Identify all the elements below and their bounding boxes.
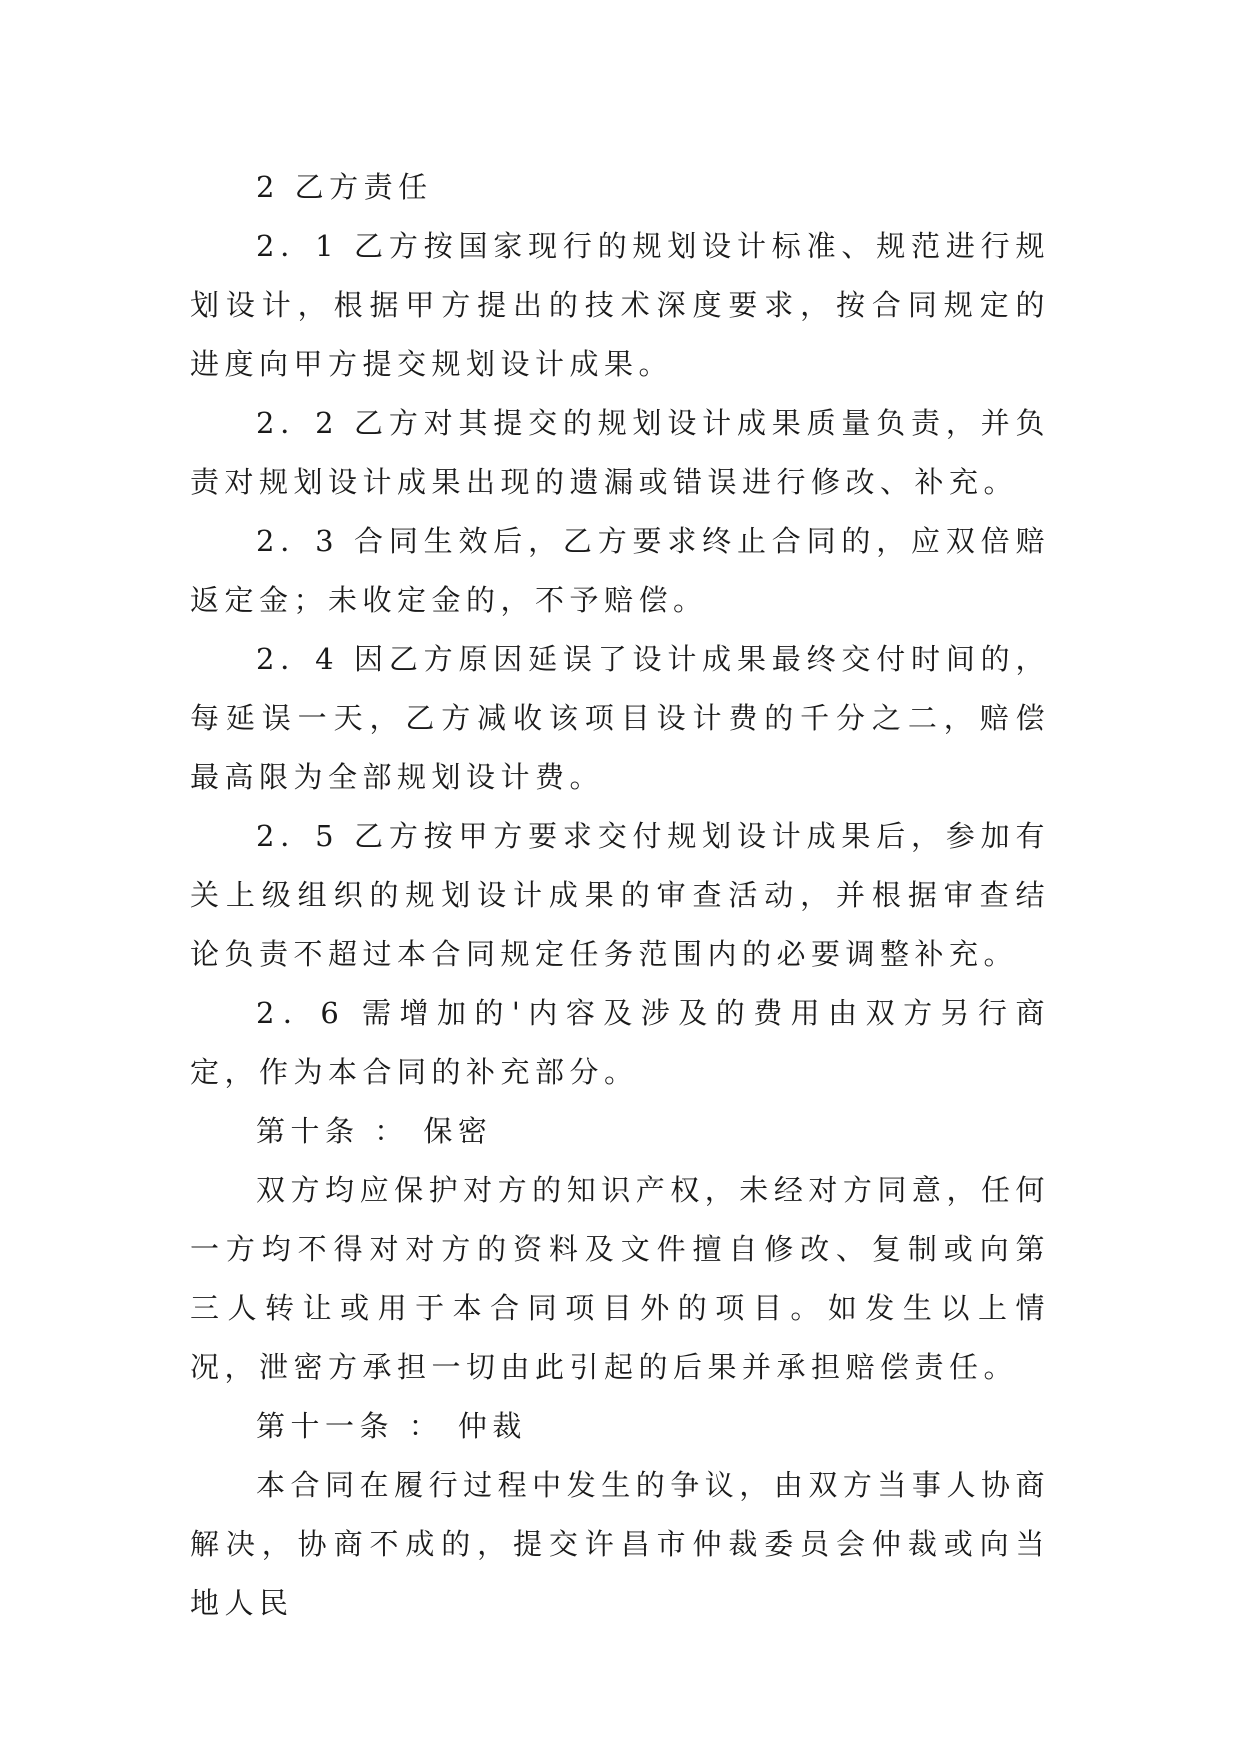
document-body — [190, 158, 1050, 1633]
clause-2-6: 2．6 需增加的'内容及涉及的费用由双方另行商定，作为本合同的补充部分。 — [190, 996, 1050, 1089]
section-heading-party-b-responsibilities: 2 乙方责任 — [256, 170, 433, 204]
clause-2-2: 2．2 乙方对其提交的规划设计成果质量负责，并负责对规划设计成果出现的遗漏或错误进行修改、补充。 — [190, 406, 1050, 499]
clause-2-3: 2．3 合同生效后，乙方要求终止合同的，应双倍赔返定金；未收定金的，不予赔偿。 — [190, 524, 1050, 617]
article-11-body: 本合同在履行过程中发生的争议，由双方当事人协商解决，协商不成的，提交许昌市仲裁委员会仲裁或向当地人民 — [190, 1468, 1050, 1620]
clause-2-4: 2．4 因乙方原因延误了设计成果最终交付时间的，每延误一天，乙方减收该项目设计费的千分之二，赔偿最高限为全部规划设计费。 — [190, 642, 1050, 794]
article-11-heading: 第十一条 ： 仲裁 — [256, 1409, 527, 1443]
clause-2-5: 2．5 乙方按甲方要求交付规划设计成果后，参加有关上级组织的规划设计成果的审查活动，并根据审查结论负责不超过本合同规定任务范围内的必要调整补充。 — [190, 819, 1050, 971]
article-10-heading: 第十条 ： 保密 — [256, 1114, 493, 1148]
article-10-body: 双方均应保护对方的知识产权，未经对方同意，任何一方均不得对对方的资料及文件擅自修改、复制或向第三人转让或用于本合同项目外的项目。如发生以上情况，泄密方承担一切由此引起的后果并承担赔偿责任。 — [190, 1173, 1050, 1384]
clause-2-1: 2．1 乙方按国家现行的规划设计标准、规范进行规划设计，根据甲方提出的技术深度要求，按合同规定的进度向甲方提交规划设计成果。 — [190, 229, 1050, 381]
